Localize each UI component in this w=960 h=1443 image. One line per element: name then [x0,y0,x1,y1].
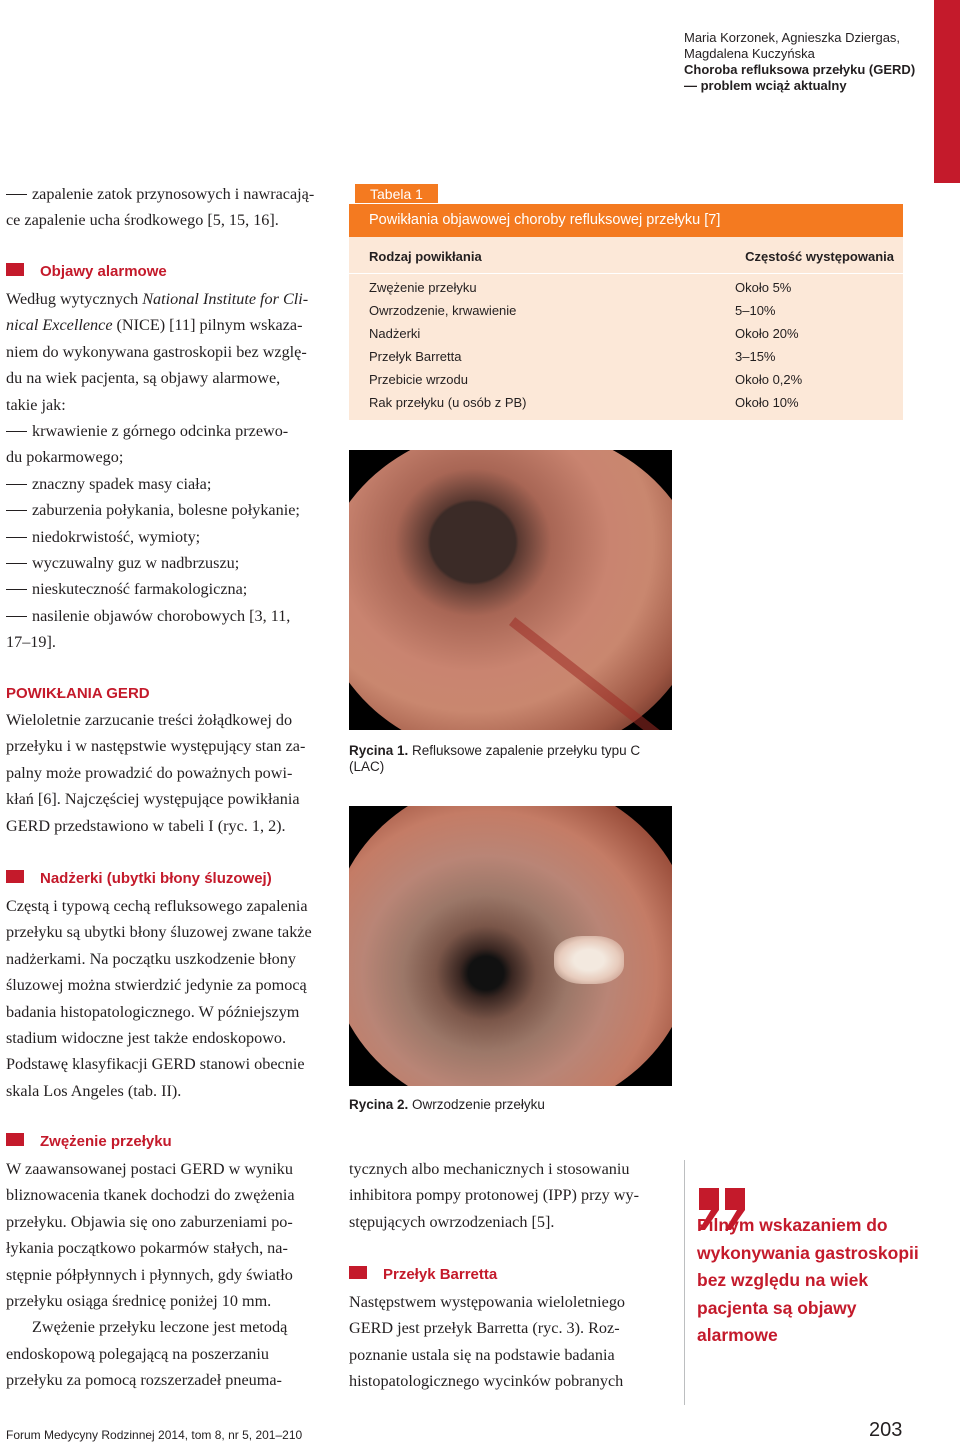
table-body [349,237,903,420]
figure-1-label: Rycina 1. [349,743,409,758]
text-line: Częstą i typową cechą refluksowego zapalenia [6,897,308,915]
ulcers-heading-text: Nadżerki (ubytki błony śluzowej) [40,870,272,887]
alarm-list-item [6,471,332,497]
header-authors-1: Maria Korzonek, Agnieszka Dziergas, [684,30,901,45]
figure-2-caption [349,1097,545,1113]
complications-heading: POWIKŁANIA GERD [6,685,150,702]
table-row [349,322,903,345]
barrett-heading [349,1266,497,1283]
text-line: histopatologicznego wycinków pobranych [349,1372,624,1391]
text-line: zaburzenia połykania, bolesne połykanie; [32,501,300,520]
text-line: tycznych albo mechanicznych i stosowaniu [349,1160,630,1178]
table-header-row [349,245,903,274]
intro-list-item [6,181,332,207]
header-authors-2: Magdalena Kuczyńska [684,46,815,61]
text-line: palny może prowadzić do poważnych powi- [6,763,293,782]
page-number: 203 [869,1419,903,1441]
alarm-list-item [6,603,332,629]
text-line: nieskuteczność farmakologiczna; [32,580,248,599]
table-cell: Nadżerki [369,326,421,341]
alarm-list-item [6,497,332,523]
pull-quote-line: alarmowe [697,1325,778,1345]
text-line: nasilenie objawów chorobowych [3, 11, [32,606,291,625]
text-line: GERD przedstawiono w tabeli I (ryc. 1, 2). [6,816,286,835]
text-line: krwawienie z górnego odcinka przewo- [32,422,289,441]
pull-quote-line: pacjenta są objawy [697,1297,857,1318]
table-title: Powikłania objawowej choroby refluksowej przełyku [7] [349,204,903,237]
table-row [349,368,903,391]
text-line: stępnie półpłynnych i płynnych, gdy światło [6,1265,293,1284]
alarm-heading [6,263,167,280]
text-line: inhibitora pompy protonowej (IPP) przy wy- [349,1186,639,1205]
text-line: nadżerkami. Na początku uszkodzenie błony [6,949,296,968]
text-line: ce zapalenie ucha środkowego [5, 15, 16]. [6,211,279,230]
text-line: Zwężenie przełyku leczone jest metodą [32,1318,288,1337]
red-corner-tab [934,0,960,183]
text-line: badania histopatologicznego. W późniejszym [6,1002,300,1021]
red-square-icon [6,1133,24,1146]
table-cell: Przebicie wrzodu [369,372,468,387]
text-line: stadium widoczne jest także endoskopowo. [6,1029,287,1048]
text-line: przełyku osiąga średnicę poniżej 10 mm. [6,1292,272,1311]
column-divider [684,1160,685,1405]
text-line: Podstawę klasyfikacji GERD stanowi obecnie [6,1055,305,1074]
table-cell: Około 0,2% [735,372,803,387]
table-label: Tabela 1 [355,184,438,203]
complications-table [349,184,903,420]
text-line: GERD jest przełyk Barretta (ryc. 3). Roz- [349,1319,620,1338]
barrett-heading-text: Przełyk Barretta [383,1266,498,1283]
alarm-list-item [6,550,332,576]
text-line: du na wiek pacjenta, są objawy alarmowe, [6,369,281,388]
pull-quote-line: Pilnym wskazaniem do [697,1215,888,1235]
header-title-1: Choroba refluksowa przełyku (GERD) [684,62,916,77]
table-cell: Zwężenie przełyku [369,280,477,295]
table-cell: Około 20% [735,326,799,341]
text-line: niem do wykonywana gastroskopii bez wzglę- [6,342,307,361]
text-line: kłań [6]. Najczęściej występujące powikłania [6,790,300,809]
alarm-list-item [6,524,332,550]
table-col-header: Częstość występowania [745,249,894,264]
text-line: śluzowej można stwierdzić jedynie za pomocą [6,976,307,995]
text-line: endoskopową polegającą na poszerzaniu [6,1344,269,1363]
figure-1-text-2: (LAC) [349,759,385,774]
text-line: przełyku. Objawia się ono zaburzeniami po- [6,1212,293,1231]
text-line: du pokarmowego; [6,448,124,467]
red-square-icon [349,1266,367,1279]
ulcers-section [6,893,332,1104]
red-square-icon [6,870,24,883]
text-line: skala Los Angeles (tab. II). [6,1081,182,1100]
text-line: Następstwem występowania wieloletniego [349,1293,626,1311]
table-row [349,299,903,322]
stricture-heading-text: Zwężenie przełyku [40,1133,172,1150]
text-line: łykania początkowo pokarmów stałych, na- [6,1239,288,1258]
text-line: takie jak: [6,395,66,414]
alarm-list-item [6,418,332,444]
journal-footer: Forum Medycyny Rodzinnej 2014, tom 8, nr 5, 201–210 [6,1428,303,1442]
text-line: znaczny spadek masy ciała; [32,474,212,493]
table-cell: 5–10% [735,303,776,318]
text-line: 17–19]. [6,633,56,652]
text-line: poznanie ustala się na podstawie badania [349,1345,615,1364]
text-line: wyczuwalny guz w nadbrzuszu; [32,554,240,573]
table-cell: 3–15% [735,349,776,364]
pull-quote-line: bez względu na wiek [697,1270,869,1290]
table-cell: Około 10% [735,395,799,410]
alarm-heading-text: Objawy alarmowe [40,263,167,280]
pull-quote [697,1212,919,1350]
figure-1-caption [349,743,669,775]
figure-2-text: Owrzodzenie przełyku [412,1097,545,1112]
figure-2-label: Rycina 2. [349,1097,409,1112]
table-cell: Owrzodzenie, krwawienie [369,303,517,318]
alarm-section [6,286,332,656]
table-cell: Około 5% [735,280,792,295]
table-cell: Przełyk Barretta [369,349,462,364]
header-title-2: — problem wciąż aktualny [684,78,847,93]
left-column [6,181,332,234]
red-square-icon [6,263,24,276]
table-col-header: Rodzaj powikłania [369,249,482,264]
alarm-list-item [6,576,332,602]
text-line: W zaawansowanej postaci GERD w wyniku [6,1160,293,1178]
endoscopy-image-2 [349,806,672,1086]
table-row [349,391,903,414]
figure-1-text: Refluksowe zapalenie przełyku typu C [412,743,641,758]
stricture-heading [6,1133,172,1150]
text-line: zapalenie zatok przynosowych i nawracają- [32,185,315,203]
text-line: Według wytycznych National Institute for Cli- [6,290,309,308]
table-cell: Rak przełyku (u osób z PB) [369,395,527,410]
middle-continuation [349,1156,675,1235]
barrett-section [349,1289,675,1395]
table-row [349,276,903,299]
complications-section [6,707,332,839]
text-line: nical Excellence (NICE) [11] pilnym wskaza- [6,316,303,335]
text-line: bliznowacenia tkanek dochodzi do zwężenia [6,1186,295,1205]
endoscopy-image-1 [349,450,672,730]
pull-quote-line: wykonywania gastroskopii [697,1242,919,1263]
ulcers-heading [6,870,272,887]
table-row [349,345,903,368]
text-line: przełyku i w następstwie występujący stan za- [6,737,306,756]
stricture-section [6,1156,332,1394]
text-line: stępujących owrzodzeniach [5]. [349,1212,555,1231]
text-line: przełyku są ubytki błony śluzowej zwane także [6,923,312,942]
text-line: przełyku za pomocą rozszerzadeł pneuma- [6,1371,282,1390]
text-line: Wieloletnie zarzucanie treści żołądkowej do [6,711,293,729]
text-line: niedokrwistość, wymioty; [32,527,201,546]
